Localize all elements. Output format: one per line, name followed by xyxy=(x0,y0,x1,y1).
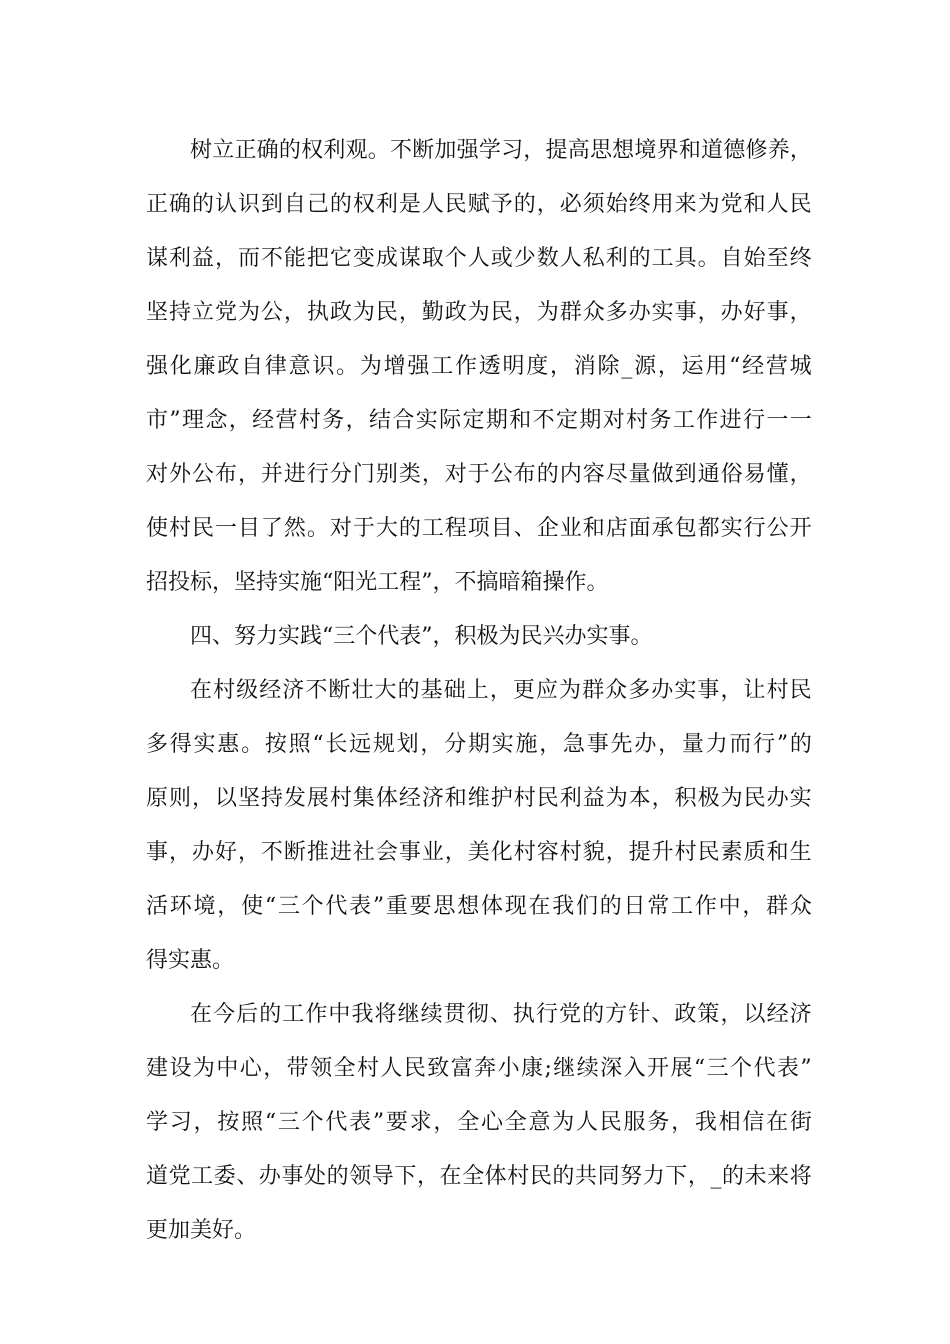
text-line: 多 得 实 惠 。 按 照 “ 长 远 规 划 ， 分 期 实 施 ， 急 事 先 办 ， 量 力 而 行 ” 的 xyxy=(146,732,812,757)
text-line: 招投标，坚持实施“阳光工程”，不搞暗箱操作。 xyxy=(146,570,609,595)
text-line: 对 外 公 布 ， 并 进 行 分 门 别 类 ， 对 于 公 布 的 内 容 尽 量 做 到 通 俗 易 懂 ， xyxy=(146,462,812,487)
text-line: 市 ” 理 念 ， 经 营 村 务 ， 结 合 实 际 定 期 和 不 定 期 对 村 务 工 作 进 行 一 一 xyxy=(146,408,812,433)
text-line: 得实惠。 xyxy=(146,948,235,973)
text-line: 原 则 ， 以 坚 持 发 展 村 集 体 经 济 和 维 护 村 民 利 益 为 本 ， 积 极 为 民 办 实 xyxy=(146,786,812,811)
text-line: 使 村 民 一 目 了 然 。 对 于 大 的 工 程 项 目 、 企 业 和 店 面 承 包 都 实 行 公 开 xyxy=(146,516,812,541)
text-line: 树 立 正 确 的 权 利 观 。 不 断 加 强 学 习 ， 提 高 思 想 境 界 和 道 德 修 养 ， xyxy=(190,138,812,163)
text-line: 正 确 的 认 识 到 自 己 的 权 利 是 人 民 赋 予 的 ， 必 须 始 终 用 来 为 党 和 人 民 xyxy=(146,192,812,217)
text-line: 四、努力实践“三个代表”，积极为民兴办实事。 xyxy=(190,624,653,649)
text-line: 在 村 级 经 济 不 断 壮 大 的 基 础 上 ， 更 应 为 群 众 多 办 实 事 ， 让 村 民 xyxy=(190,678,812,703)
paragraph-4 xyxy=(146,988,812,1258)
section-heading xyxy=(146,610,812,664)
text-line: 事 ， 办 好 ， 不 断 推 进 社 会 事 业 ， 美 化 村 容 村 貌 ， 提 升 村 民 素 质 和 生 xyxy=(146,840,812,865)
paragraph-3 xyxy=(146,664,812,988)
text-line: 强 化 廉 政 自 律 意 识 。 为 增 强 工 作 透 明 度 ， 消 除 _ 源 ， 运 用 “ 经 营 城 xyxy=(146,354,812,379)
text-line: 更加美好。 xyxy=(146,1218,257,1243)
text-line: 活 环 境 ， 使 “ 三 个 代 表 ” 重 要 思 想 体 现 在 我 们 的 日 常 工 作 中 ， 群 众 xyxy=(146,894,812,919)
document-body xyxy=(146,124,812,1258)
text-line: 坚 持 立 党 为 公 ， 执 政 为 民 ， 勤 政 为 民 ， 为 群 众 多 办 实 事 ， 办 好 事 ， xyxy=(146,300,812,325)
text-line: 建 设 为 中 心 ， 带 领 全 村 人 民 致 富 奔 小 康 ; 继 续 深 入 开 展 “ 三 个 代 表 ” xyxy=(146,1056,812,1081)
text-line: 在 今 后 的 工 作 中 我 将 继 续 贯 彻 、 执 行 党 的 方 针 、 政 策 ， 以 经 济 xyxy=(190,1002,812,1027)
text-line: 谋 利 益 ， 而 不 能 把 它 变 成 谋 取 个 人 或 少 数 人 私 利 的 工 具 。 自 始 至 终 xyxy=(146,246,812,271)
paragraph-1 xyxy=(146,124,812,610)
text-line: 道 党 工 委 、 办 事 处 的 领 导 下 ， 在 全 体 村 民 的 共 同 努 力 下 ， _ 的 未 来 将 xyxy=(146,1164,812,1189)
text-line: 学 习 ， 按 照 “ 三 个 代 表 ” 要 求 ， 全 心 全 意 为 人 民 服 务 ， 我 相 信 在 街 xyxy=(146,1110,812,1135)
